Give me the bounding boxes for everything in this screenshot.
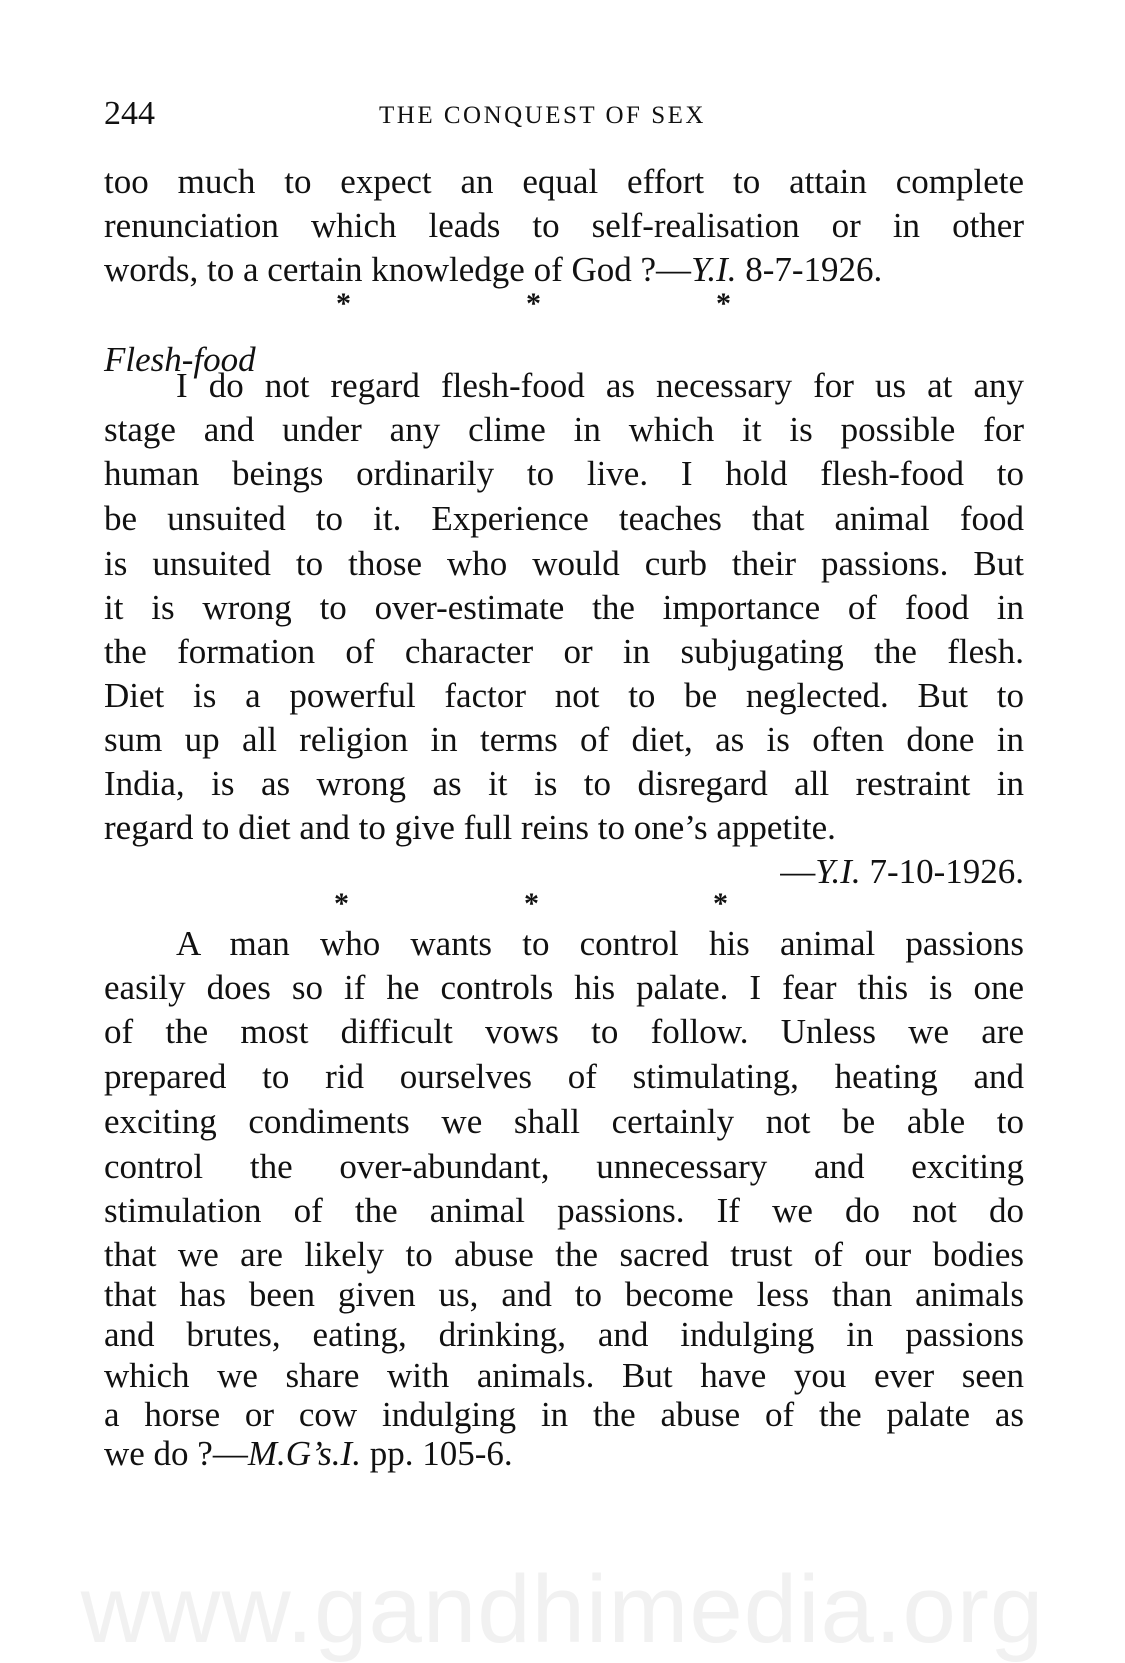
paragraph-line: I do not regard flesh-food as necessary for us at any (176, 366, 1024, 405)
paragraph-line: easily does so if he controls his palate. I fear this is one (104, 968, 1024, 1007)
section-separator (0, 286, 1125, 322)
separator-star: * (713, 887, 728, 920)
paragraph-line: renunciation which leads to self-realisation or in other (104, 206, 1024, 245)
paragraph-line: which we share with animals. But have you ever seen (104, 1356, 1024, 1395)
paragraph-line: stimulation of the animal passions. If we do not do (104, 1191, 1024, 1230)
citation-dash: — (780, 852, 816, 891)
separator-star: * (526, 287, 541, 320)
separator-star: * (336, 287, 351, 320)
paragraph-line: a horse or cow indulging in the abuse of the palate as (104, 1395, 1024, 1434)
citation-source: Y.I. (691, 250, 737, 289)
watermark: www.gandhimedia.org (80, 1556, 1045, 1663)
citation-date: 8-7-1926. (736, 250, 883, 289)
section-heading: Flesh-food (104, 340, 256, 379)
separator-star: * (334, 887, 349, 920)
citation-source: Y.I. (815, 852, 861, 891)
paragraph-line: the formation of character or in subjugating the flesh. (104, 632, 1024, 671)
paragraph-line: control the over-abundant, unnecessary and exciting (104, 1147, 1024, 1186)
paragraph-line: of the most difficult vows to follow. Unless we are (104, 1012, 1024, 1051)
citation-date: 7-10-1926. (860, 852, 1024, 891)
paragraph-line: be unsuited to it. Experience teaches that animal food (104, 499, 1024, 538)
paragraph-line: Diet is a powerful factor not to be neglected. But to (104, 676, 1024, 715)
citation-pages: pp. 105-6. (360, 1434, 513, 1473)
section-separator (0, 886, 1125, 922)
paragraph-line: it is wrong to over-estimate the importance of food in (104, 588, 1024, 627)
paragraph-line: India, is as wrong as it is to disregard all restraint in (104, 764, 1024, 803)
separator-star: * (716, 287, 731, 320)
paragraph-line: is unsuited to those who would curb their passions. But (104, 544, 1024, 583)
page-header (104, 92, 1024, 136)
paragraph-line: stage and under any clime in which it is possible for (104, 410, 1024, 449)
paragraph-line: and brutes, eating, drinking, and indulging in passions (104, 1315, 1024, 1354)
paragraph-line: regard to diet and to give full reins to one’s appetite. (104, 808, 836, 847)
separator-star: * (524, 887, 539, 920)
paragraph-line: too much to expect an equal effort to attain complete (104, 162, 1024, 201)
paragraph-line: exciting condiments we shall certainly not be able to (104, 1102, 1024, 1141)
citation-source: M.G’s.I. (247, 1434, 361, 1473)
paragraph-line-text: we do ?— (104, 1434, 248, 1473)
paragraph-line: that we are likely to abuse the sacred trust of our bodies (104, 1235, 1024, 1274)
paragraph-line: A man who wants to control his animal passions (176, 924, 1024, 963)
paragraph-line: that has been given us, and to become less than animals (104, 1275, 1024, 1314)
paragraph-line-with-citation (104, 1432, 1024, 1476)
paragraph-line: human beings ordinarily to live. I hold flesh-food to (104, 454, 1024, 493)
paragraph-line-text: words, to a certain knowledge of God ?— (104, 250, 692, 289)
page-number: 244 (104, 95, 155, 132)
paragraph-line: sum up all religion in terms of diet, as is often done in (104, 720, 1024, 759)
paragraph-line: prepared to rid ourselves of stimulating, heating and (104, 1057, 1024, 1096)
running-head: THE CONQUEST OF SEX (379, 102, 706, 129)
